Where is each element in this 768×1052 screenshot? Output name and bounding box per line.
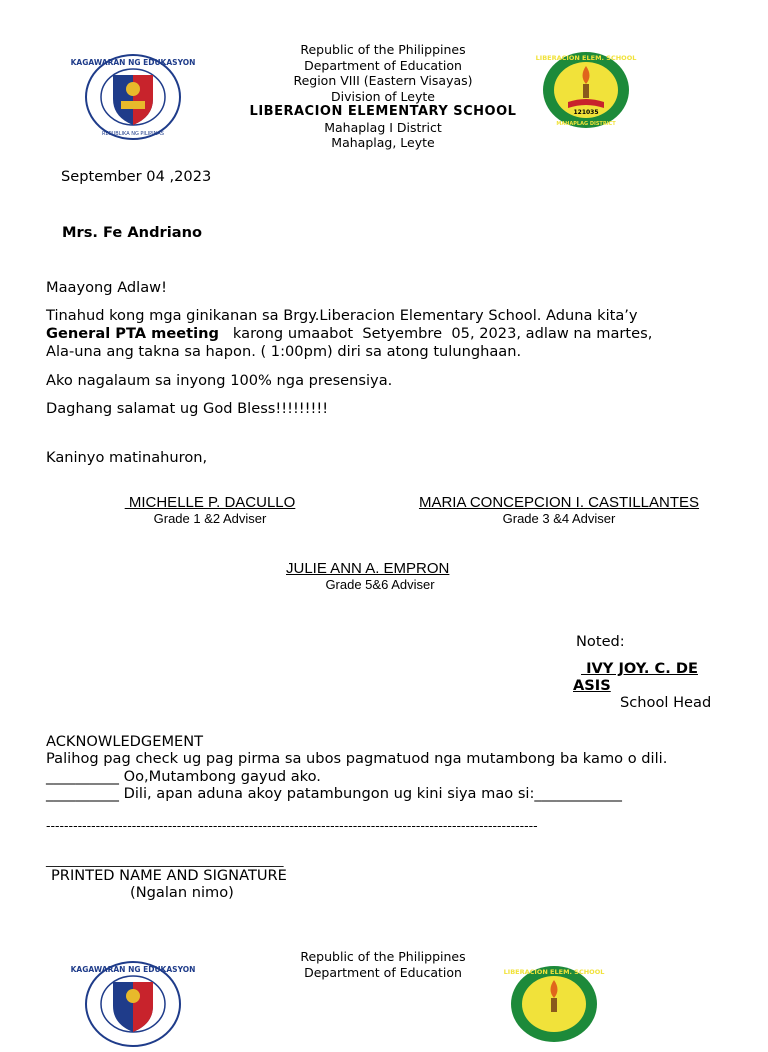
acknowledgement-section [46, 733, 667, 802]
signatory-1-role: Grade 1 &2 Adviser [153, 511, 267, 526]
signatory-1-name: MICHELLE P. DACULLO [124, 494, 296, 511]
header-region: Region VIII (Eastern Visayas) [293, 73, 473, 88]
deped-seal-text-bottom: REPUBLIKA NG PILIPINAS [102, 131, 164, 137]
ack-option-yes: __________ Oo,Mutambong gayud ako. [46, 767, 321, 785]
letter-paragraph-2: Ako nagalaum sa inyong 100% nga presensiya. [46, 372, 393, 389]
signature-sublabel: (Ngalan nimo) [130, 884, 234, 901]
ack-instruction: Palihog pag check ug pag pirma sa ubos pagmatuod nga mutambong ba kamo o dili. [46, 750, 668, 768]
ack-title: ACKNOWLEDGEMENT [46, 733, 204, 750]
paragraph-1-line-2 [46, 325, 736, 343]
header-country: Republic of the Philippines [300, 42, 466, 57]
deped-seal-repeat-text-top: KAGAWARAN NG EDUKASYON [70, 965, 196, 974]
letter-date: September 04 ,2023 [61, 168, 212, 185]
deped-seal-text-top: KAGAWARAN NG EDUKASYON [70, 58, 196, 67]
school-seal-text-top: LIBERACION ELEM. SCHOOL [535, 54, 637, 62]
paragraph-1-line-3: Ala-una ang takna sa hapon. ( 1:00pm) diri sa atong tulunghaan. [46, 343, 522, 360]
signature-label: PRINTED NAME AND SIGNATURE [51, 867, 287, 884]
letter-paragraph-3: Daghang salamat ug God Bless!!!!!!!!! [46, 400, 329, 417]
signatory-1 [90, 494, 330, 526]
letter-closing: Kaninyo matinahuron, [46, 449, 208, 466]
school-head-name-line-2: ASIS [573, 677, 611, 694]
letter-greeting: Maayong Adlaw! [46, 279, 167, 296]
letterhead-repeat [230, 949, 536, 980]
deped-seal-repeat [70, 960, 196, 1048]
cut-line-divider: ------------------------------------------------------------------------------------------------------------- [46, 818, 538, 833]
header-location: Mahaplag, Leyte [331, 135, 435, 150]
letter-paragraph-1 [46, 307, 736, 361]
school-seal [535, 50, 637, 130]
school-seal-text-bottom: MAHAPLAG DISTRICT [556, 121, 616, 127]
ack-option-no: __________ Dili, apan aduna akoy patambungon ug kini siya mao si:____________ [46, 784, 622, 802]
header-repeat-department: Department of Education [304, 964, 462, 980]
signatory-3 [260, 560, 500, 592]
signatory-3-role: Grade 5&6 Adviser [325, 577, 435, 592]
school-head-role: School Head [620, 694, 712, 711]
header-repeat-country: Republic of the Philippines [300, 949, 466, 964]
signatory-2-name: MARIA CONCEPCION I. CASTILLANTES [418, 494, 700, 511]
header-district: Mahaplag I District [324, 119, 442, 135]
paragraph-1-line-1: Tinahud kong mga ginikanan sa Brgy.Liberacion Elementary School. Aduna kita’y [46, 307, 638, 324]
school-head-name-line-1: IVY JOY. C. DE [581, 660, 698, 677]
signature-line: ______________________________________ [46, 852, 284, 867]
meeting-title: General PTA meeting [46, 325, 220, 342]
school-seal-year: 121035 [573, 109, 599, 116]
signatory-2 [400, 494, 718, 526]
meeting-details: karong umaabot Setyembre 05, 2023, adlaw na martes, [219, 325, 653, 342]
school-seal-repeat-text-top: LIBERACION ELEM. SCHOOL [503, 968, 605, 976]
school-head-name [573, 660, 698, 694]
deped-seal [70, 53, 196, 141]
noted-label: Noted: [576, 633, 625, 650]
letter-recipient: Mrs. Fe Andriano [62, 224, 202, 241]
header-department: Department of Education [304, 57, 462, 73]
header-school-name: LIBERACION ELEMENTARY SCHOOL [249, 104, 517, 119]
letterhead [230, 42, 536, 151]
header-division: Division of Leyte [331, 88, 435, 104]
school-seal-repeat [503, 964, 605, 1044]
signatory-3-name: JULIE ANN A. EMPRON [286, 560, 450, 577]
signatory-2-role: Grade 3 &4 Adviser [502, 511, 616, 526]
